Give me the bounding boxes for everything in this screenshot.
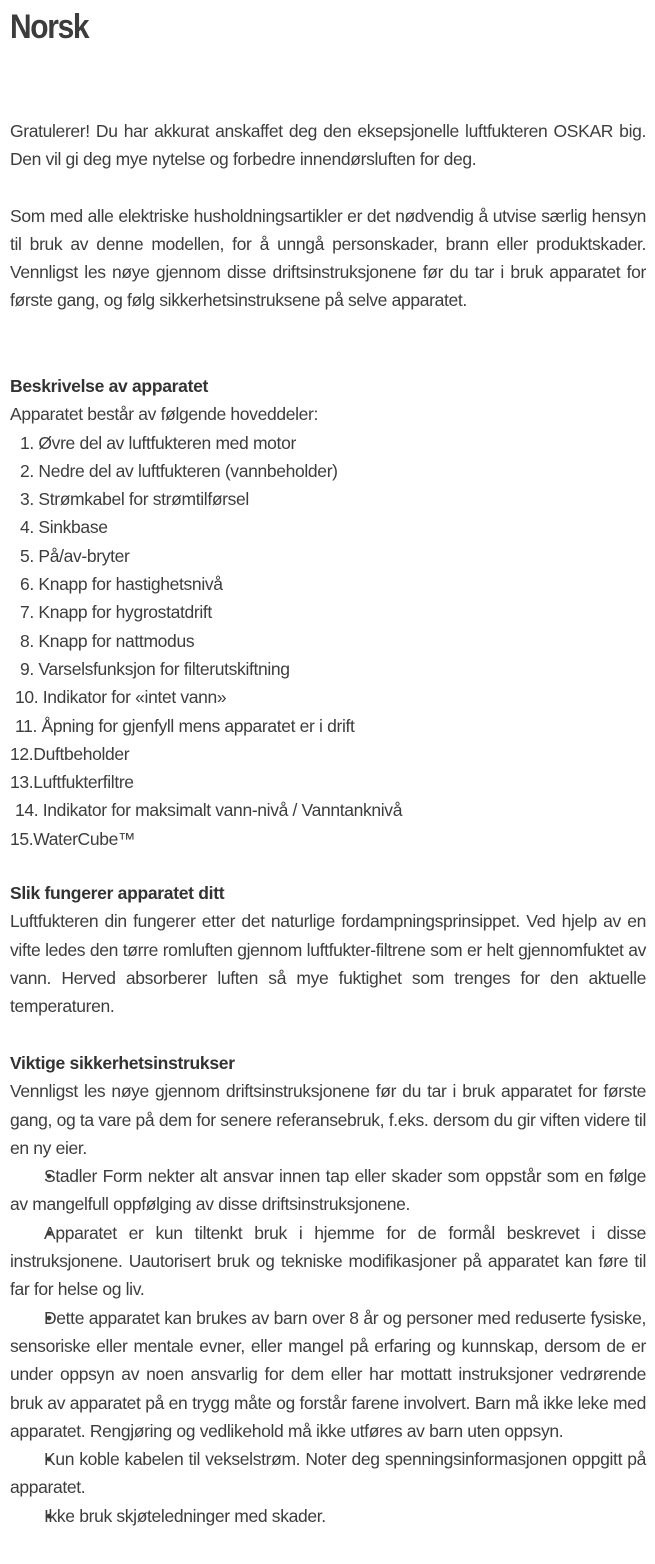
list-item: 15.WaterCube™	[10, 828, 136, 849]
safety-bullet: • Ikke bruk skjøteledninger med skader.	[10, 1502, 646, 1530]
how-it-works-heading: Slik fungerer apparatet ditt	[10, 883, 225, 903]
list-item: 13.Luftfukterfiltre	[10, 772, 134, 793]
how-it-works-text: Luftfukteren din fungerer etter det naturlige fordampningsprinsippet. Ved hjelp av en vifte ledes den tørre romluften gjennom luftfukter-filtrene som er helt gjennomfuktet av vann. Herved absorberer luften så mye fuktighet som trenges for den aktuelle temperaturen.	[10, 911, 646, 1017]
safety-bullet: • Apparatet er kun tiltenkt bruk i hjemme for de formål beskrevet i disse instruksjonene. Uautorisert bruk og tekniske modifikasjoner på apparatet kan føre til far for helse og liv.	[10, 1219, 646, 1304]
list-item: 1. Øvre del av luftfukteren med motor	[20, 432, 296, 453]
safety-section	[10, 1049, 646, 1530]
list-item: 10. Indikator for «intet vann»	[15, 687, 227, 708]
intro-section	[10, 117, 646, 315]
list-item: 3. Strømkabel for strømtilførsel	[20, 489, 249, 510]
list-item: 14. Indikator for maksimalt vann-nivå / Vanntanknivå	[15, 800, 403, 821]
parts-list	[10, 429, 646, 853]
list-item: 11. Åpning for gjenfyll mens apparatet er i drift	[15, 715, 355, 736]
page-title: Norsk	[10, 8, 89, 46]
list-item: 6. Knapp for hastighetsnivå	[20, 574, 223, 595]
safety-bullet: • Kun koble kabelen til vekselstrøm. Noter deg spenningsinformasjonen oppgitt på apparatet.	[10, 1445, 646, 1502]
list-item: 5. På/av-bryter	[20, 545, 130, 566]
intro-paragraph-2: Som med alle elektriske husholdningsartikler er det nødvendig å utvise særlig hensyn til bruk av denne modellen, for å unngå personskader, brann eller produktskader. Vennligst les nøye gjennom disse driftsinstruksjonene før du tar i bruk apparatet for første gang, og følg sikkerhetsinstruksene på selve apparatet.	[10, 205, 646, 311]
list-item: 12.Duftbeholder	[10, 743, 130, 764]
list-item: 8. Knapp for nattmodus	[20, 630, 195, 651]
description-section	[10, 372, 646, 853]
safety-lead: Vennligst les nøye gjennom driftsinstruksjonene før du tar i bruk apparatet for første gang, og ta vare på dem for senere referansebruk, f.eks. dersom du gir viften videre til en ny eier.	[10, 1081, 646, 1158]
list-item: 4. Sinkbase	[20, 517, 108, 538]
intro-paragraph-1: Gratulerer! Du har akkurat anskaffet deg den eksepsjonelle luftfukteren OSKAR big. Den vil gi deg mye nytelse og forbedre innendørsluften for deg.	[10, 121, 646, 170]
how-it-works-section	[10, 879, 646, 1020]
list-item: 2. Nedre del av luftfukteren (vannbeholder)	[20, 460, 338, 481]
safety-bullet: • Dette apparatet kan brukes av barn over 8 år og personer med reduserte fysiske, sensoriske eller mentale evner, eller mangel på erfaring og kunnskap, dersom de er under oppsyn av noen ansvarlig for dem eller har mottatt instruksjoner vedrørende bruk av apparatet på en trygg måte og forstår farene involvert. Barn må ikke leke med apparatet. Rengjøring og vedlikehold må ikke utføres av barn uten oppsyn.	[10, 1304, 646, 1445]
safety-heading: Viktige sikkerhetsinstrukser	[10, 1053, 235, 1073]
list-item: 7. Knapp for hygrostatdrift	[20, 602, 212, 623]
safety-bullet: • Stadler Form nekter alt ansvar innen tap eller skader som oppstår som en følge av mangelfull oppfølging av disse driftsinstruksjonene.	[10, 1162, 646, 1219]
description-heading: Beskrivelse av apparatet	[10, 376, 209, 396]
list-item: 9. Varselsfunksjon for filterutskiftning	[20, 658, 290, 679]
description-lead: Apparatet består av følgende hoveddeler:	[10, 404, 319, 425]
safety-bullet-list	[10, 1162, 646, 1530]
